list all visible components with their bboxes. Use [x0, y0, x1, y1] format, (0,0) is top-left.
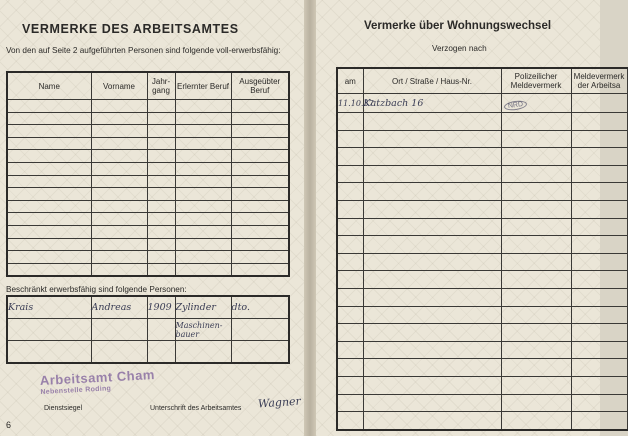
- table-row: [7, 238, 289, 251]
- cell-erlernter-beruf: Maschinen-bauer: [175, 319, 231, 341]
- page-title: VERMERKE DES ARBEITSAMTES: [22, 22, 239, 36]
- col-header-name: Name: [7, 72, 91, 100]
- table-row: [7, 137, 289, 150]
- cell-date: 11.10.37: [337, 94, 363, 113]
- book-gutter: [304, 0, 316, 436]
- table-row: [7, 225, 289, 238]
- table-row: [337, 200, 627, 218]
- table-body: [337, 94, 627, 430]
- table-row: [7, 188, 289, 201]
- table-row: [337, 306, 627, 324]
- col-header-jahrgang: Jahr-gang: [147, 72, 175, 100]
- table-row: [337, 165, 627, 183]
- page-number: 6: [6, 420, 12, 430]
- stamp-line-1: Arbeitsamt Cham: [39, 367, 156, 389]
- table-row: [337, 148, 627, 166]
- cell-vorname: [91, 319, 147, 341]
- unterschrift-label: Unterschrift des Arbeitsamtes: [150, 405, 242, 412]
- cell-ausgeubter-beruf: dto.: [231, 296, 289, 319]
- table-row: [7, 175, 289, 188]
- table-row: [7, 100, 289, 113]
- employable-persons-table: [6, 71, 290, 277]
- table-row: [337, 113, 627, 131]
- cell-jahrgang: 1909: [147, 296, 175, 319]
- table-row: [7, 251, 289, 264]
- stamp-line-2: Nebenstelle Roding: [40, 385, 112, 396]
- table-row: [337, 94, 627, 113]
- signature: Wagner: [257, 394, 302, 411]
- table-row: [337, 324, 627, 342]
- col-header-erlernter-beruf: Erlernter Beruf: [175, 72, 231, 100]
- section-label: Beschränkt erwerbsfähig sind folgende Personen:: [6, 285, 187, 294]
- police-stamp: NRD: [503, 99, 527, 111]
- limited-employable-table: [6, 295, 290, 364]
- col-header-ausgeubter-beruf: Ausgeübter Beruf: [231, 72, 289, 100]
- cell-erlernter-beruf: Zylinder: [175, 296, 231, 319]
- office-stamp: [39, 367, 155, 396]
- table-row: [7, 112, 289, 125]
- page-title: Vermerke über Wohnungswechsel: [364, 20, 552, 32]
- cell-name: Krais: [7, 296, 91, 319]
- cell-place: Katzbach 16: [363, 94, 501, 113]
- col-header-am: am: [337, 68, 363, 94]
- intro-text: Von den auf Seite 2 aufgeführten Personen sind folgende voll-erwerbsfähig:: [6, 46, 281, 55]
- table-row: [337, 236, 627, 254]
- cell-name: [7, 319, 91, 341]
- table-row: [337, 376, 627, 394]
- col-header-polizeilicher: Polizeilicher Meldevermerk: [501, 68, 571, 94]
- table-row: [337, 218, 627, 236]
- cell-vorname: Andreas: [91, 296, 147, 319]
- table-row: [337, 359, 627, 377]
- cell-jahrgang: [147, 319, 175, 341]
- table-body: [7, 100, 289, 277]
- table-row: [337, 271, 627, 289]
- table-row: [337, 394, 627, 412]
- dienstsiegel-label: Dienstsiegel: [44, 405, 83, 412]
- col-header-ort: Ort / Straße / Haus-Nr.: [363, 68, 501, 94]
- table-row: [7, 319, 289, 341]
- table-row: [337, 341, 627, 359]
- cell-melde: [501, 94, 571, 113]
- cell-ausgeubter-beruf: [231, 319, 289, 341]
- col-header-arbeitsamt: Meldevermerk der Arbeitsa: [571, 68, 627, 94]
- verzogen-label: Verzogen nach: [432, 44, 487, 53]
- table-row: [7, 150, 289, 163]
- table-row: [7, 125, 289, 138]
- table-row: [337, 253, 627, 271]
- address-change-table: [336, 67, 628, 431]
- table-row: [7, 341, 289, 364]
- col-header-vorname: Vorname: [91, 72, 147, 100]
- right-page: [316, 0, 625, 436]
- table-row: [7, 263, 289, 276]
- table-row: [7, 296, 289, 319]
- table-row: [7, 162, 289, 175]
- cell-arbeitsamt: [571, 94, 627, 113]
- table-row: [7, 213, 289, 226]
- table-row: [337, 412, 627, 430]
- table-row: [337, 130, 627, 148]
- table-row: [337, 288, 627, 306]
- table-row: [7, 200, 289, 213]
- table-row: [337, 183, 627, 201]
- left-page: [0, 0, 304, 436]
